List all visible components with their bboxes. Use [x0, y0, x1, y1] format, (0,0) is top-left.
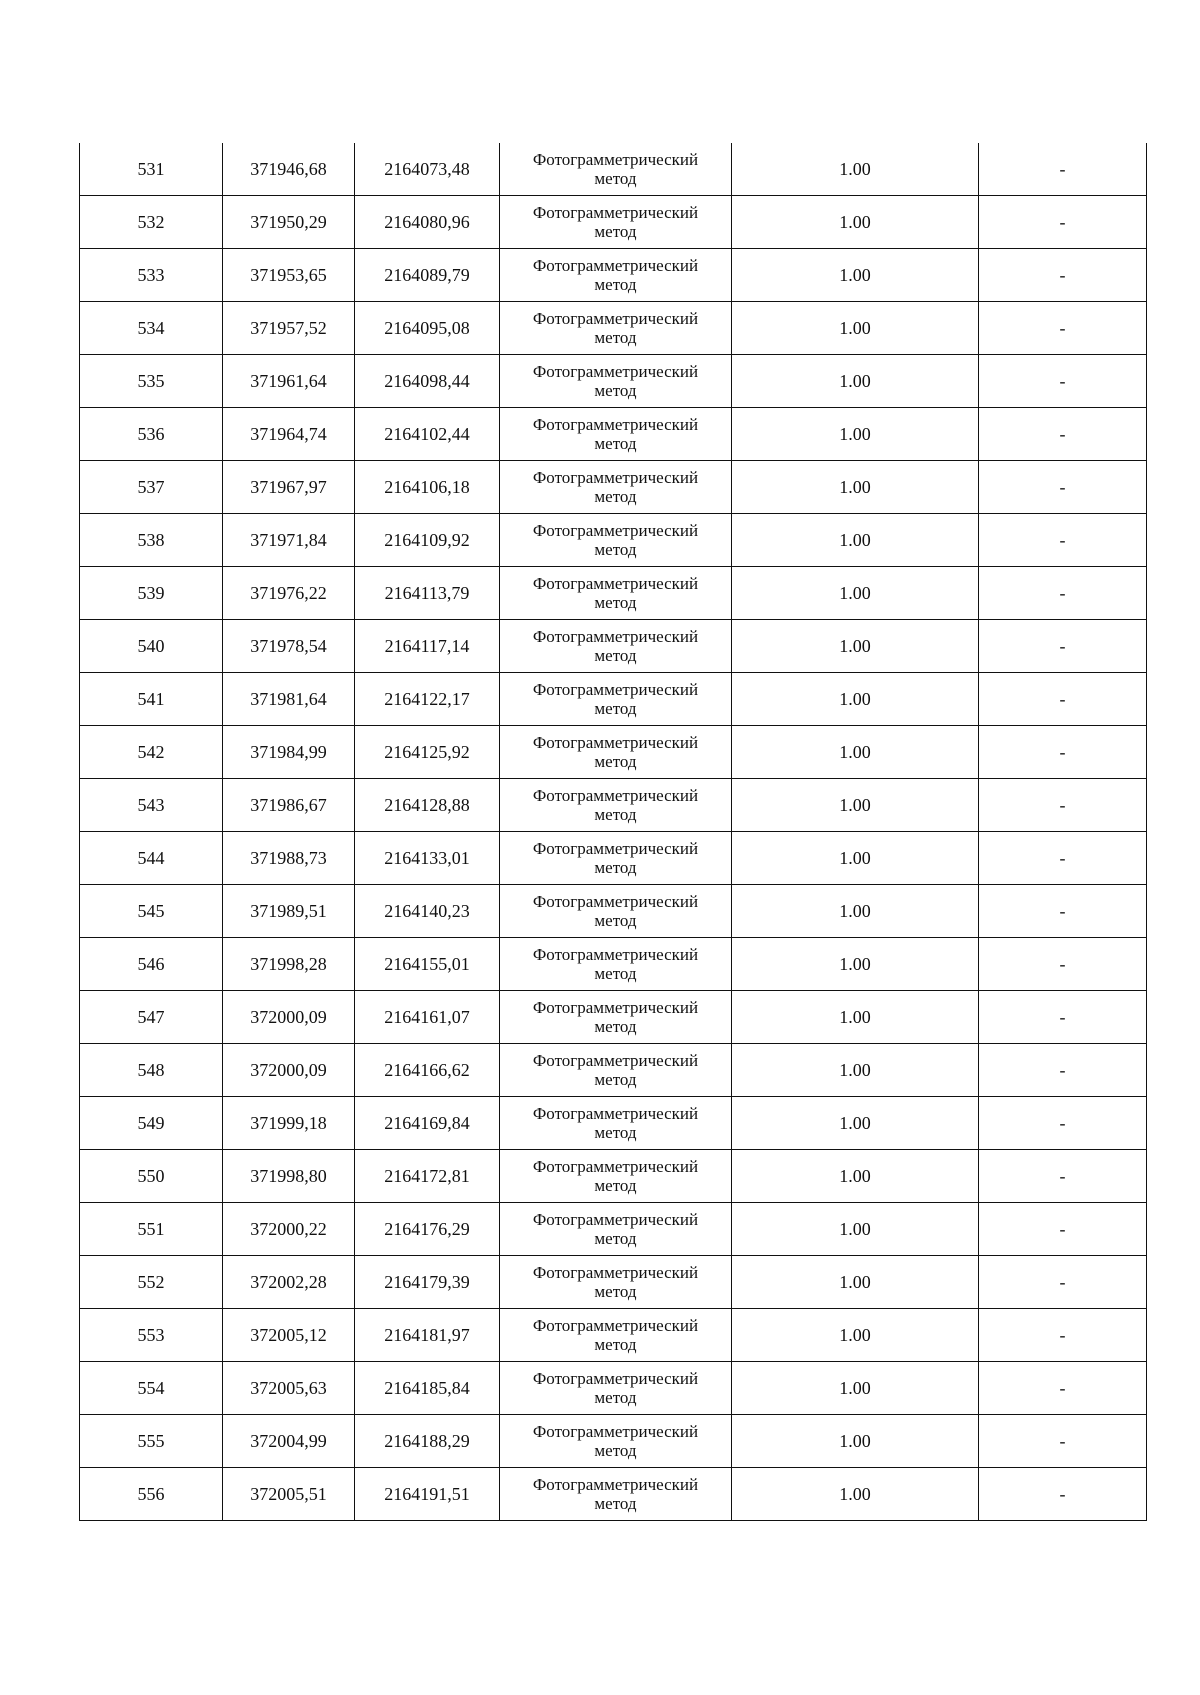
table-row	[80, 885, 1147, 938]
x-coordinate-cell: 371986,67	[223, 779, 355, 832]
y-coordinate-cell: 2164113,79	[355, 567, 500, 620]
x-coordinate-cell: 371998,28	[223, 938, 355, 991]
point-number-cell: 540	[80, 620, 223, 673]
note-cell: -	[979, 567, 1147, 620]
note-cell: -	[979, 1150, 1147, 1203]
table-row	[80, 1044, 1147, 1097]
x-coordinate-cell: 372002,28	[223, 1256, 355, 1309]
method-line2: метод	[594, 1175, 637, 1195]
note-cell: -	[979, 408, 1147, 461]
table-row	[80, 938, 1147, 991]
note-cell: -	[979, 620, 1147, 673]
y-coordinate-cell: 2164133,01	[355, 832, 500, 885]
point-number-cell: 553	[80, 1309, 223, 1362]
table-row	[80, 726, 1147, 779]
y-coordinate-cell: 2164073,48	[355, 143, 500, 196]
note-cell: -	[979, 1203, 1147, 1256]
note-cell: -	[979, 991, 1147, 1044]
coordinates-table	[79, 143, 1147, 1521]
method-line1: Фотограмметрический	[532, 1368, 699, 1388]
accuracy-cell: 1.00	[732, 302, 979, 355]
accuracy-cell: 1.00	[732, 143, 979, 196]
y-coordinate-cell: 2164161,07	[355, 991, 500, 1044]
method-line2: метод	[594, 751, 637, 771]
accuracy-cell: 1.00	[732, 1203, 979, 1256]
method-line1: Фотограмметрический	[532, 732, 699, 752]
method-cell	[500, 1468, 732, 1521]
x-coordinate-cell: 371953,65	[223, 249, 355, 302]
method-line1: Фотограмметрический	[532, 414, 699, 434]
accuracy-cell: 1.00	[732, 1362, 979, 1415]
method-cell	[500, 1415, 732, 1468]
x-coordinate-cell: 372005,12	[223, 1309, 355, 1362]
y-coordinate-cell: 2164155,01	[355, 938, 500, 991]
method-line2: метод	[594, 1334, 637, 1354]
note-cell: -	[979, 938, 1147, 991]
x-coordinate-cell: 371967,97	[223, 461, 355, 514]
method-cell	[500, 355, 732, 408]
y-coordinate-cell: 2164185,84	[355, 1362, 500, 1415]
point-number-cell: 539	[80, 567, 223, 620]
accuracy-cell: 1.00	[732, 620, 979, 673]
table-row	[80, 1309, 1147, 1362]
note-cell: -	[979, 1309, 1147, 1362]
table-row	[80, 196, 1147, 249]
note-cell: -	[979, 726, 1147, 779]
accuracy-cell: 1.00	[732, 991, 979, 1044]
method-line2: метод	[594, 698, 637, 718]
y-coordinate-cell: 2164095,08	[355, 302, 500, 355]
point-number-cell: 552	[80, 1256, 223, 1309]
method-cell	[500, 1097, 732, 1150]
x-coordinate-cell: 372005,63	[223, 1362, 355, 1415]
point-number-cell: 556	[80, 1468, 223, 1521]
method-line2: метод	[594, 963, 637, 983]
method-cell	[500, 408, 732, 461]
point-number-cell: 550	[80, 1150, 223, 1203]
table-row	[80, 1097, 1147, 1150]
method-line1: Фотограмметрический	[532, 467, 699, 487]
point-number-cell: 549	[80, 1097, 223, 1150]
method-cell	[500, 991, 732, 1044]
method-line1: Фотограмметрический	[532, 1315, 699, 1335]
table-row	[80, 779, 1147, 832]
method-line2: метод	[594, 1069, 637, 1089]
y-coordinate-cell: 2164166,62	[355, 1044, 500, 1097]
x-coordinate-cell: 372000,09	[223, 1044, 355, 1097]
table-row	[80, 620, 1147, 673]
method-line1: Фотограмметрический	[532, 255, 699, 275]
accuracy-cell: 1.00	[732, 1309, 979, 1362]
note-cell: -	[979, 514, 1147, 567]
accuracy-cell: 1.00	[732, 355, 979, 408]
method-line1: Фотограмметрический	[532, 944, 699, 964]
method-cell	[500, 143, 732, 196]
accuracy-cell: 1.00	[732, 779, 979, 832]
method-line1: Фотограмметрический	[532, 1262, 699, 1282]
x-coordinate-cell: 371981,64	[223, 673, 355, 726]
point-number-cell: 551	[80, 1203, 223, 1256]
y-coordinate-cell: 2164080,96	[355, 196, 500, 249]
accuracy-cell: 1.00	[732, 1044, 979, 1097]
x-coordinate-cell: 372005,51	[223, 1468, 355, 1521]
x-coordinate-cell: 372000,09	[223, 991, 355, 1044]
method-line2: метод	[594, 539, 637, 559]
table-row	[80, 143, 1147, 196]
table-row	[80, 1150, 1147, 1203]
note-cell: -	[979, 1256, 1147, 1309]
point-number-cell: 546	[80, 938, 223, 991]
coordinates-table-body	[80, 143, 1147, 1521]
x-coordinate-cell: 371946,68	[223, 143, 355, 196]
method-line2: метод	[594, 327, 637, 347]
method-line2: метод	[594, 910, 637, 930]
y-coordinate-cell: 2164191,51	[355, 1468, 500, 1521]
method-cell	[500, 1044, 732, 1097]
x-coordinate-cell: 372004,99	[223, 1415, 355, 1468]
method-cell	[500, 249, 732, 302]
method-cell	[500, 938, 732, 991]
table-row	[80, 302, 1147, 355]
method-line1: Фотограмметрический	[532, 573, 699, 593]
x-coordinate-cell: 371999,18	[223, 1097, 355, 1150]
note-cell: -	[979, 673, 1147, 726]
table-row	[80, 355, 1147, 408]
method-line2: метод	[594, 433, 637, 453]
y-coordinate-cell: 2164176,29	[355, 1203, 500, 1256]
method-line1: Фотограмметрический	[532, 149, 699, 169]
table-row	[80, 991, 1147, 1044]
table-row	[80, 1415, 1147, 1468]
y-coordinate-cell: 2164128,88	[355, 779, 500, 832]
method-line2: метод	[594, 1228, 637, 1248]
accuracy-cell: 1.00	[732, 938, 979, 991]
method-line1: Фотограмметрический	[532, 1156, 699, 1176]
method-line1: Фотограмметрический	[532, 520, 699, 540]
note-cell: -	[979, 1468, 1147, 1521]
method-cell	[500, 1203, 732, 1256]
method-line2: метод	[594, 592, 637, 612]
accuracy-cell: 1.00	[732, 461, 979, 514]
point-number-cell: 554	[80, 1362, 223, 1415]
y-coordinate-cell: 2164122,17	[355, 673, 500, 726]
accuracy-cell: 1.00	[732, 249, 979, 302]
y-coordinate-cell: 2164169,84	[355, 1097, 500, 1150]
x-coordinate-cell: 371978,54	[223, 620, 355, 673]
x-coordinate-cell: 371989,51	[223, 885, 355, 938]
method-line2: метод	[594, 1122, 637, 1142]
note-cell: -	[979, 355, 1147, 408]
method-line1: Фотограмметрический	[532, 1050, 699, 1070]
point-number-cell: 532	[80, 196, 223, 249]
point-number-cell: 545	[80, 885, 223, 938]
method-cell	[500, 1256, 732, 1309]
method-line2: метод	[594, 857, 637, 877]
point-number-cell: 535	[80, 355, 223, 408]
y-coordinate-cell: 2164140,23	[355, 885, 500, 938]
table-row	[80, 461, 1147, 514]
method-line1: Фотограмметрический	[532, 1209, 699, 1229]
x-coordinate-cell: 371957,52	[223, 302, 355, 355]
point-number-cell: 541	[80, 673, 223, 726]
accuracy-cell: 1.00	[732, 408, 979, 461]
method-cell	[500, 726, 732, 779]
method-cell	[500, 1150, 732, 1203]
table-row	[80, 1256, 1147, 1309]
method-cell	[500, 1362, 732, 1415]
point-number-cell: 537	[80, 461, 223, 514]
x-coordinate-cell: 371961,64	[223, 355, 355, 408]
method-line2: метод	[594, 274, 637, 294]
method-line1: Фотограмметрический	[532, 361, 699, 381]
table-row	[80, 1362, 1147, 1415]
method-line2: метод	[594, 1440, 637, 1460]
note-cell: -	[979, 1415, 1147, 1468]
method-line1: Фотограмметрический	[532, 679, 699, 699]
method-line2: метод	[594, 1016, 637, 1036]
y-coordinate-cell: 2164098,44	[355, 355, 500, 408]
y-coordinate-cell: 2164106,18	[355, 461, 500, 514]
note-cell: -	[979, 1097, 1147, 1150]
y-coordinate-cell: 2164089,79	[355, 249, 500, 302]
y-coordinate-cell: 2164125,92	[355, 726, 500, 779]
note-cell: -	[979, 779, 1147, 832]
y-coordinate-cell: 2164102,44	[355, 408, 500, 461]
method-line2: метод	[594, 486, 637, 506]
method-cell	[500, 1309, 732, 1362]
accuracy-cell: 1.00	[732, 1256, 979, 1309]
x-coordinate-cell: 371971,84	[223, 514, 355, 567]
note-cell: -	[979, 1362, 1147, 1415]
y-coordinate-cell: 2164172,81	[355, 1150, 500, 1203]
method-line2: метод	[594, 1493, 637, 1513]
accuracy-cell: 1.00	[732, 832, 979, 885]
accuracy-cell: 1.00	[732, 673, 979, 726]
table-row	[80, 514, 1147, 567]
y-coordinate-cell: 2164188,29	[355, 1415, 500, 1468]
method-cell	[500, 673, 732, 726]
table-row	[80, 249, 1147, 302]
accuracy-cell: 1.00	[732, 885, 979, 938]
x-coordinate-cell: 371984,99	[223, 726, 355, 779]
method-cell	[500, 779, 732, 832]
method-cell	[500, 302, 732, 355]
point-number-cell: 547	[80, 991, 223, 1044]
method-cell	[500, 461, 732, 514]
x-coordinate-cell: 371964,74	[223, 408, 355, 461]
method-line2: метод	[594, 1281, 637, 1301]
note-cell: -	[979, 1044, 1147, 1097]
note-cell: -	[979, 143, 1147, 196]
method-line2: метод	[594, 380, 637, 400]
x-coordinate-cell: 371998,80	[223, 1150, 355, 1203]
method-cell	[500, 567, 732, 620]
x-coordinate-cell: 371976,22	[223, 567, 355, 620]
method-line1: Фотограмметрический	[532, 891, 699, 911]
x-coordinate-cell: 371950,29	[223, 196, 355, 249]
note-cell: -	[979, 196, 1147, 249]
accuracy-cell: 1.00	[732, 1468, 979, 1521]
accuracy-cell: 1.00	[732, 1150, 979, 1203]
accuracy-cell: 1.00	[732, 726, 979, 779]
method-line1: Фотограмметрический	[532, 785, 699, 805]
point-number-cell: 555	[80, 1415, 223, 1468]
method-cell	[500, 885, 732, 938]
accuracy-cell: 1.00	[732, 514, 979, 567]
method-line1: Фотограмметрический	[532, 1103, 699, 1123]
x-coordinate-cell: 372000,22	[223, 1203, 355, 1256]
method-line2: метод	[594, 645, 637, 665]
table-row	[80, 673, 1147, 726]
point-number-cell: 544	[80, 832, 223, 885]
y-coordinate-cell: 2164179,39	[355, 1256, 500, 1309]
note-cell: -	[979, 461, 1147, 514]
point-number-cell: 543	[80, 779, 223, 832]
table-row	[80, 408, 1147, 461]
y-coordinate-cell: 2164117,14	[355, 620, 500, 673]
method-cell	[500, 196, 732, 249]
point-number-cell: 536	[80, 408, 223, 461]
point-number-cell: 534	[80, 302, 223, 355]
method-cell	[500, 514, 732, 567]
point-number-cell: 548	[80, 1044, 223, 1097]
method-cell	[500, 620, 732, 673]
accuracy-cell: 1.00	[732, 1097, 979, 1150]
point-number-cell: 538	[80, 514, 223, 567]
point-number-cell: 531	[80, 143, 223, 196]
method-line2: метод	[594, 804, 637, 824]
note-cell: -	[979, 885, 1147, 938]
method-cell	[500, 832, 732, 885]
note-cell: -	[979, 249, 1147, 302]
method-line1: Фотограмметрический	[532, 838, 699, 858]
table-row	[80, 567, 1147, 620]
note-cell: -	[979, 832, 1147, 885]
y-coordinate-cell: 2164109,92	[355, 514, 500, 567]
accuracy-cell: 1.00	[732, 196, 979, 249]
y-coordinate-cell: 2164181,97	[355, 1309, 500, 1362]
method-line1: Фотограмметрический	[532, 308, 699, 328]
accuracy-cell: 1.00	[732, 1415, 979, 1468]
x-coordinate-cell: 371988,73	[223, 832, 355, 885]
note-cell: -	[979, 302, 1147, 355]
method-line1: Фотограмметрический	[532, 1421, 699, 1441]
accuracy-cell: 1.00	[732, 567, 979, 620]
method-line2: метод	[594, 1387, 637, 1407]
method-line2: метод	[594, 221, 637, 241]
table-row	[80, 1468, 1147, 1521]
point-number-cell: 542	[80, 726, 223, 779]
method-line2: метод	[594, 168, 637, 188]
method-line1: Фотограмметрический	[532, 626, 699, 646]
point-number-cell: 533	[80, 249, 223, 302]
method-line1: Фотограмметрический	[532, 202, 699, 222]
table-row	[80, 1203, 1147, 1256]
method-line1: Фотограмметрический	[532, 997, 699, 1017]
table-row	[80, 832, 1147, 885]
method-line1: Фотограмметрический	[532, 1474, 699, 1494]
